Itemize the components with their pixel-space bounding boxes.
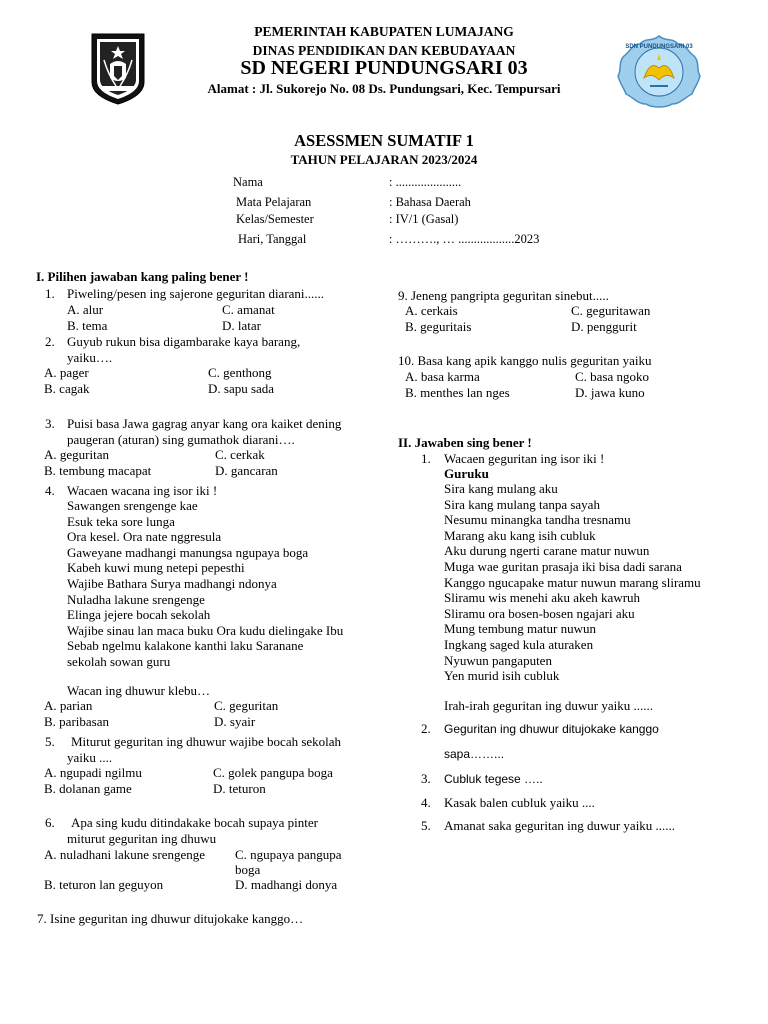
q4-option-c: C. geguritan bbox=[214, 698, 279, 713]
q10-option-c: C. basa ngoko bbox=[575, 369, 650, 384]
identity-value-subject: : Bahasa Daerah bbox=[389, 195, 471, 209]
s2-q2-number: 2. bbox=[421, 721, 431, 736]
q6-option-b: B. teturon lan geguyon bbox=[44, 877, 164, 892]
page-title: ASESSMEN SUMATIF 1 bbox=[294, 131, 474, 150]
school-name: SD NEGERI PUNDUNGSARI 03 bbox=[240, 57, 528, 79]
q9-option-d: D. penggurit bbox=[571, 319, 637, 334]
q9-text: 9. Jeneng pangripta geguritan sinebut..... bbox=[398, 288, 609, 303]
poem-line: Elinga jejere bocah sekolah bbox=[67, 607, 211, 623]
q2-option-a: A. pager bbox=[44, 365, 89, 380]
q5-option-a: A. ngupadi ngilmu bbox=[44, 765, 142, 780]
poem-line: Kanggo ngucapake matur nuwun marang sliramu bbox=[444, 574, 701, 590]
q4-number: 4. bbox=[45, 483, 55, 498]
q6-number: 6. bbox=[45, 815, 55, 830]
q9-option-c: C. geguritawan bbox=[571, 303, 651, 318]
identity-value-date: : ………., … ..................2023 bbox=[389, 232, 540, 246]
q10-text: 10. Basa kang apik kanggo nulis geguritan yaiku bbox=[398, 353, 652, 368]
poem-line: Sawangen srengenge kae bbox=[67, 498, 198, 513]
identity-label-date: Hari, Tanggal bbox=[238, 232, 307, 246]
poem-line: sekolah sowan guru bbox=[67, 653, 171, 669]
q2-option-d: D. sapu sada bbox=[208, 381, 275, 396]
poem-line: Mung tembung matur nuwun bbox=[444, 621, 597, 637]
s2-q1-poem bbox=[444, 481, 701, 684]
poem-line: Wajibe sinau lan maca buku Ora kudu dielingake Ibu bbox=[67, 622, 344, 638]
q1-option-d: D. latar bbox=[222, 318, 261, 333]
q6-option-a: A. nuladhani lakune srengenge bbox=[44, 847, 206, 862]
q4-option-d: D. syair bbox=[214, 714, 256, 729]
s2-q4-text: Kasak balen cubluk yaiku .... bbox=[444, 795, 595, 810]
q3-option-d: D. gancaran bbox=[215, 463, 278, 478]
q6-option-c-cont: boga bbox=[235, 862, 261, 877]
s2-q4-number: 4. bbox=[421, 795, 431, 810]
q4-option-b: B. paribasan bbox=[44, 714, 109, 729]
q1-number: 1. bbox=[45, 286, 55, 301]
q3-option-b: B. tembung macapat bbox=[44, 463, 152, 478]
poem-line: Ora kesel. Ora nate nggresula bbox=[67, 529, 222, 545]
poem-line: Sira kang mulang tanpa sayah bbox=[444, 496, 600, 512]
q2-option-c: C. genthong bbox=[208, 365, 272, 380]
section1-heading: I. Pilihen jawaban kang paling bener ! bbox=[36, 269, 249, 284]
q2-option-b: B. cagak bbox=[44, 381, 90, 396]
poem-line: Nuladha lakune srengenge bbox=[67, 591, 205, 607]
identity-label-class: Kelas/Semester bbox=[236, 212, 314, 226]
q5-option-c: C. golek pangupa boga bbox=[213, 765, 333, 780]
poem-title: Guruku bbox=[444, 466, 489, 481]
poem-line: Sliramu wis menehi aku akeh kawruh bbox=[444, 590, 641, 606]
q3-option-a: A. geguritan bbox=[44, 447, 109, 462]
q5-option-d: D. teturon bbox=[213, 781, 266, 796]
poem-line: Sira kang mulang aku bbox=[444, 481, 558, 496]
poem-line: Muga wae guritan prasaja iki bisa dadi sarana bbox=[444, 558, 682, 574]
q10-option-b: B. menthes lan nges bbox=[405, 385, 510, 400]
identity-value-name: : ..................... bbox=[389, 175, 462, 189]
q2-text-line1: Guyub rukun bisa digambarake kaya barang, bbox=[67, 334, 301, 349]
q1-option-a: A. alur bbox=[67, 302, 104, 317]
s2-q3-text: Cubluk tegese ….. bbox=[444, 772, 543, 786]
poem-line: Wajibe Bathara Surya madhangi ndonya bbox=[67, 575, 277, 591]
s2-q5-number: 5. bbox=[421, 818, 431, 833]
page-subtitle: TAHUN PELAJARAN 2023/2024 bbox=[290, 152, 478, 167]
s2-q3-number: 3. bbox=[421, 771, 431, 786]
poem-line: Marang aku kang isih cubluk bbox=[444, 527, 596, 543]
poem-line: Aku durung ngerti carane matur nuwun bbox=[444, 543, 650, 559]
q1-text: Piweling/pesen ing sajerone geguritan diarani...... bbox=[67, 286, 325, 301]
poem-line: Gaweyane madhangi manungsa ngupaya boga bbox=[67, 544, 309, 560]
q5-option-b: B. dolanan game bbox=[44, 781, 132, 796]
school-logo-text: SDN PUNDUNGSARI 03 bbox=[625, 44, 693, 50]
q2-number: 2. bbox=[45, 334, 55, 349]
poem-line: Kabeh kuwi mung netepi pepesthi bbox=[67, 560, 245, 576]
q1-option-b: B. tema bbox=[67, 318, 108, 333]
s2-q2-text-line1: Geguritan ing dhuwur ditujokake kanggo bbox=[444, 722, 659, 736]
s2-q5-text: Amanat saka geguritan ing duwur yaiku ...... bbox=[444, 818, 676, 833]
gov-line: PEMERINTAH KABUPATEN LUMAJANG bbox=[254, 24, 514, 39]
q10-option-a: A. basa karma bbox=[405, 369, 480, 384]
q3-text-line1: Puisi basa Jawa gagrag anyar kang ora kaiket dening bbox=[67, 416, 342, 431]
s2-q1-intro: Wacaen geguritan ing isor iki ! bbox=[444, 451, 605, 466]
q6-text-line1: Apa sing kudu ditindakake bocah supaya pinter bbox=[71, 815, 318, 830]
q5-text-line2: yaiku .... bbox=[67, 750, 113, 765]
poem-line: Nesumu minangka tandha tresnamu bbox=[444, 512, 631, 528]
q3-text-line2: paugeran (aturan) sing gumathok diarani…. bbox=[67, 432, 295, 447]
school-address: Alamat : Jl. Sukorejo No. 08 Ds. Pundungsari, Kec. Tempursari bbox=[207, 81, 561, 96]
q9-option-b: B. geguritais bbox=[405, 319, 472, 334]
poem-line: Sebab ngelmu kalakone kanthi laku Saranane bbox=[67, 638, 304, 654]
q4-question: Wacan ing dhuwur klebu… bbox=[67, 683, 210, 698]
poem-line: Esuk teka sore lunga bbox=[67, 513, 175, 529]
poem-line: Nyuwun pangaputen bbox=[444, 652, 552, 668]
q5-text-line1: Miturut geguritan ing dhuwur wajibe bocah sekolah bbox=[71, 734, 342, 749]
q5-number: 5. bbox=[45, 734, 55, 749]
identity-label-subject: Mata Pelajaran bbox=[236, 195, 312, 209]
poem-line: Sliramu ora bosen-bosen ngajari aku bbox=[444, 605, 635, 621]
poem-line: Yen murid isih cubluk bbox=[444, 668, 560, 684]
s2-q1-question: Irah-irah geguritan ing duwur yaiku ...... bbox=[444, 698, 654, 713]
q6-text-line2: miturut geguritan ing dhuwu bbox=[67, 831, 217, 846]
poem-line: Ingkang saged kula aturaken bbox=[444, 636, 594, 652]
q4-intro: Wacaen wacana ing isor iki ! bbox=[67, 483, 218, 498]
s2-q2-text-line2: sapa……... bbox=[444, 747, 505, 761]
q3-number: 3. bbox=[45, 416, 55, 431]
dept-line: DINAS PENDIDIKAN DAN KEBUDAYAAN bbox=[252, 43, 516, 58]
identity-label-name: Nama bbox=[233, 175, 263, 189]
q3-option-c: C. cerkak bbox=[215, 447, 265, 462]
q2-text-line2: yaiku…. bbox=[67, 350, 113, 365]
q6-option-c: C. ngupaya pangupa bbox=[235, 847, 342, 862]
s2-q1-number: 1. bbox=[421, 451, 431, 466]
q9-option-a: A. cerkais bbox=[405, 303, 458, 318]
identity-value-class: : IV/1 (Gasal) bbox=[389, 212, 459, 226]
q7-text: 7. Isine geguritan ing dhuwur ditujokake kanggo… bbox=[37, 911, 304, 926]
q1-option-c: C. amanat bbox=[222, 302, 275, 317]
section2-heading: II. Jawaben sing bener ! bbox=[398, 435, 532, 450]
q10-option-d: D. jawa kuno bbox=[575, 385, 645, 400]
q4-poem bbox=[67, 498, 343, 670]
q6-option-d: D. madhangi donya bbox=[235, 877, 338, 892]
q4-option-a: A. parian bbox=[44, 698, 93, 713]
